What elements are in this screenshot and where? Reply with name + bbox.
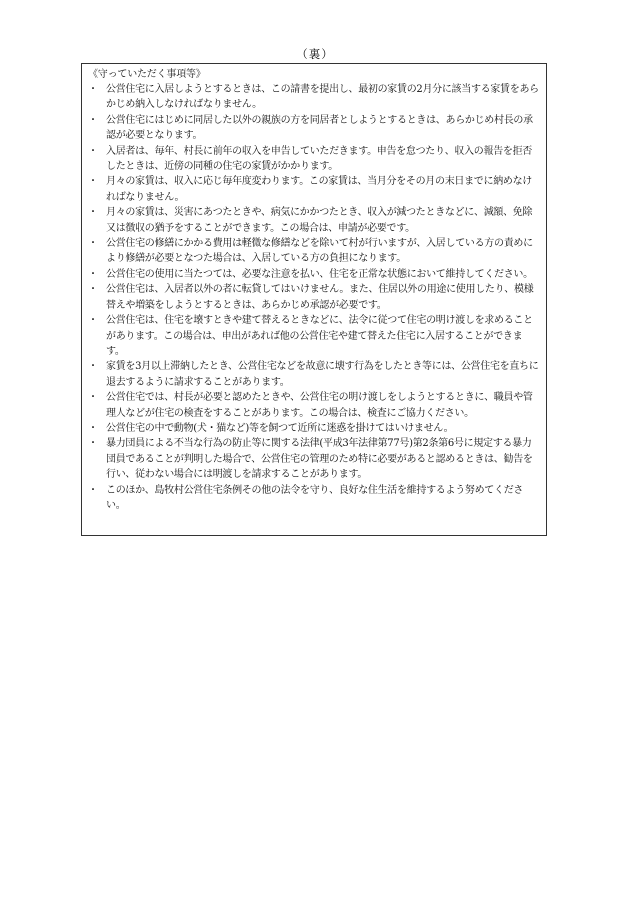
item-text: 入居者は、毎年、村長に前年の収入を申告していただきます。申告を怠つたり、収入の報告を拒否したときは、近傍の同種の住宅の家賃がかかります。 — [106, 145, 532, 173]
item-text: 公営住宅の使用に当たつては、必要な注意を払い、住宅を正常な状態において維持してください。 — [106, 268, 533, 280]
item-text: 暴力団員による不当な行為の防止等に関する法律(平成3年法律第77号)第2条第6号に規定する暴力団員であることが判明した場合で、公営住宅の管理のため特に必要があると認めるときは、勧告を行い、従わない場合には明渡しを請求することがあります。 — [106, 438, 533, 481]
bullet-glyph: ・ — [88, 238, 98, 250]
item-text: このほか、島牧村公営住宅条例その他の法令を守り、良好な住生活を維持するよう努めてください。 — [106, 484, 524, 511]
bullet-glyph: ・ — [88, 392, 98, 404]
page-heading: （裏） — [296, 47, 334, 61]
item-text: 家賃を3月以上滞納したとき、公営住宅などを故意に壊す行為をしたとき等には、公営住宅を直ちに退去するように請求することがあります。 — [106, 361, 539, 388]
list-item — [88, 144, 540, 175]
rules-box — [81, 63, 547, 536]
item-text: 月々の家賃は、収入に応じ毎年度変わります。この家賃は、当月分をその月の末日までに納めなければなりません。 — [106, 176, 532, 203]
bullet-glyph: ・ — [88, 284, 98, 296]
item-text: 公営住宅は、住宅を壊すときや建て替えるときなどに、法令に従つて住宅の明け渡しを求めることがあります。この場合は、申出があれば他の公営住宅や建て替えた住宅に入居することができます。 — [106, 315, 533, 357]
list-item — [88, 174, 540, 205]
list-item — [88, 267, 540, 282]
bullet-glyph: ・ — [88, 422, 98, 434]
item-text: 公営住宅は、入居者以外の者に転貸してはいけません。また、住居以外の用途に使用したり、模様替えや増築をしようとするときは、あらかじめ承認が必要です。 — [106, 284, 534, 311]
list-item — [88, 390, 540, 421]
item-text: 公営住宅にはじめに同居した以外の親族の方を同居者としようとするときは、あらかじめ村長の承認が必要となります。 — [106, 114, 533, 142]
bullet-glyph: ・ — [88, 268, 98, 280]
bullet-glyph: ・ — [88, 315, 98, 327]
list-item — [88, 82, 540, 113]
list-item — [88, 113, 540, 144]
rules-list — [88, 82, 540, 513]
bullet-glyph: ・ — [88, 84, 98, 95]
list-item — [88, 313, 540, 359]
bullet-glyph: ・ — [88, 438, 98, 450]
bullet-glyph: ・ — [88, 484, 98, 496]
item-text: 公営住宅の中で動物(犬・猫など)等を飼つて近所に迷惑を掛けてはいけません。 — [106, 422, 454, 434]
list-item — [88, 359, 540, 390]
list-item — [88, 236, 540, 267]
item-text: 公営住宅に入居しようとするときは、この請書を提出し、最初の家賃の2月分に該当する家賃をあらかじめ納入しなければなりません。 — [106, 84, 539, 111]
item-text: 公営住宅では、村長が必要と認めたときや、公営住宅の明け渡しをしようとするときに、職員や管理人などが住宅の検査をすることがあります。この場合は、検査にご協力ください。 — [106, 392, 533, 419]
bullet-glyph: ・ — [88, 114, 98, 126]
list-item — [88, 421, 540, 436]
list-item — [88, 436, 540, 482]
list-item — [88, 483, 540, 514]
item-text: 公営住宅の修繕にかかる費用は軽微な修繕などを除いて村が行いますが、入居している方の責めにより修繕が必要となつた場合は、入居している方の負担になります。 — [106, 238, 533, 265]
section-title: 《守っていただく事項等》 — [88, 69, 206, 80]
bullet-glyph: ・ — [88, 207, 98, 219]
item-text: 月々の家賃は、災害にあつたときや、病気にかかつたとき、収入が減つたときなどに、減額、免除又は徴収の猶予をすることができます。この場合は、申請が必要です。 — [106, 207, 533, 234]
list-item — [88, 282, 540, 313]
bullet-glyph: ・ — [88, 176, 98, 188]
bullet-glyph: ・ — [88, 361, 98, 373]
bullet-glyph: ・ — [88, 145, 98, 157]
list-item — [88, 205, 540, 236]
